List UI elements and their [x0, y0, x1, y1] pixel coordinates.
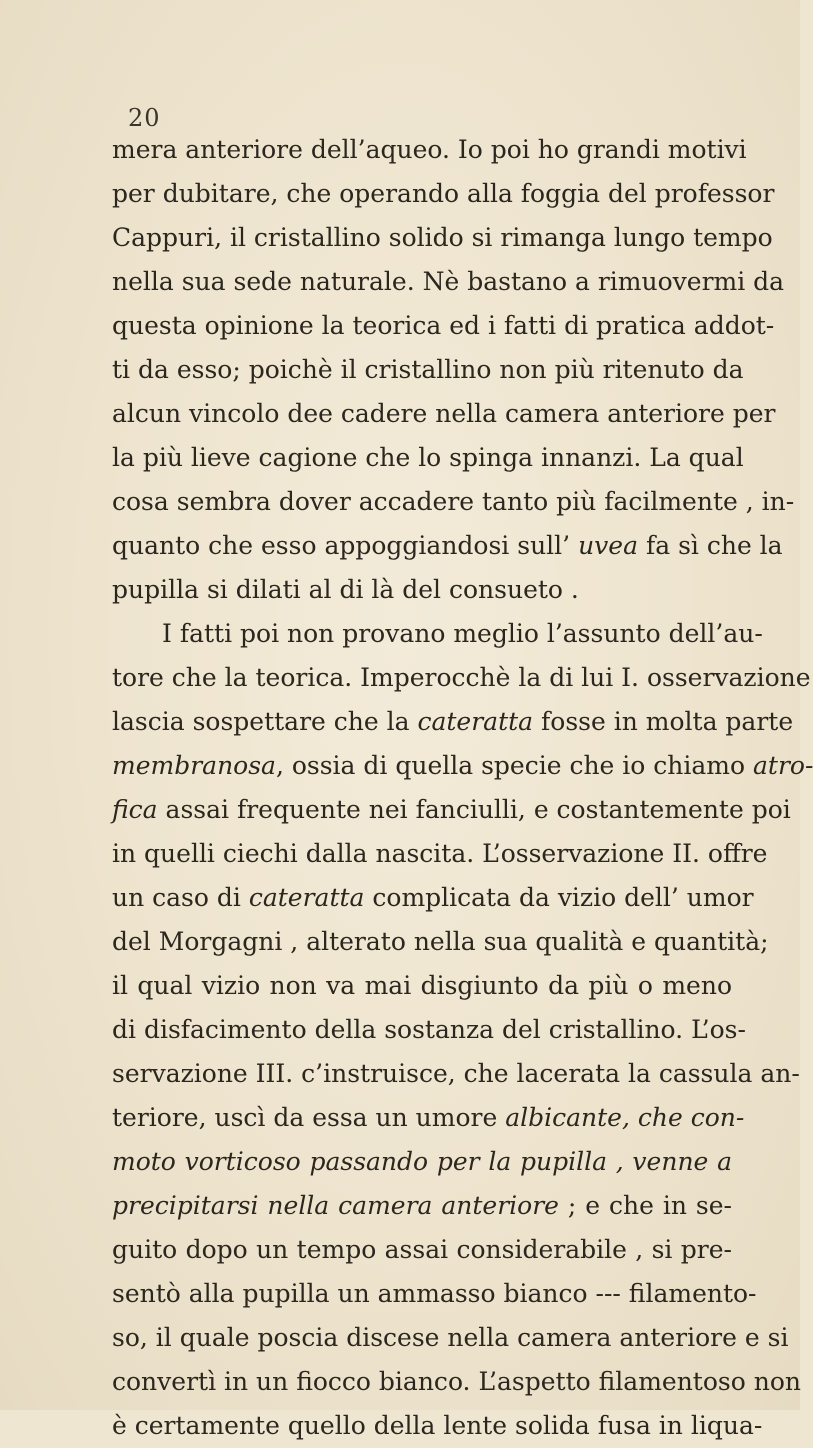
text-line — [112, 832, 768, 876]
text-span: assai frequente nei fanciulli, e costantemente poi — [157, 795, 791, 824]
text-span: servazione III. c’instruisce, che lacerata la cassula an- — [112, 1059, 800, 1088]
text-span: per dubitare, che operando alla foggia del professor — [112, 179, 775, 208]
text-span: in quelli ciechi dalla nascita. L’osservazione II. offre — [112, 839, 768, 868]
text-line — [112, 964, 732, 1008]
text-span: tore che la teorica. Imperocchè la di lui I. osservazione — [112, 663, 811, 692]
text-line — [112, 1272, 757, 1316]
text-line — [112, 524, 783, 568]
text-span: complicata da vizio dell’ umor — [364, 883, 754, 912]
text-line — [112, 348, 744, 392]
text-span: Cappuri, il cristallino solido si rimanga lungo tempo — [112, 223, 773, 252]
text-line — [112, 480, 795, 524]
text-span: guito dopo un tempo assai considerabile , si pre- — [112, 1235, 732, 1264]
text-line — [112, 128, 747, 172]
text-line — [112, 216, 773, 260]
text-line — [112, 260, 785, 304]
text-span: nella sua sede naturale. Nè bastano a rimuovermi da — [112, 267, 785, 296]
text-line — [112, 700, 794, 744]
text-line — [112, 304, 775, 348]
text-span: fa sì che la — [638, 531, 783, 560]
text-span: alcun vincolo dee cadere nella camera anteriore per — [112, 399, 776, 428]
text-line — [112, 436, 744, 480]
text-line — [112, 1052, 800, 1096]
text-line — [112, 1140, 732, 1184]
text-line — [112, 876, 754, 920]
text-line — [112, 920, 769, 964]
text-span: so, il quale poscia discese nella camera anteriore e si — [112, 1323, 789, 1352]
italic-text-span: albicante, che con- — [505, 1103, 745, 1132]
text-line — [112, 1316, 789, 1360]
text-span: ti da esso; poichè il cristallino non più ritenuto da — [112, 355, 744, 384]
italic-text-span: fica — [112, 795, 158, 824]
italic-text-span: membranosa — [112, 751, 276, 780]
text-line — [112, 1184, 732, 1228]
text-span: mera anteriore dell’aqueo. Io poi ho grandi motivi — [112, 135, 747, 164]
text-line — [112, 1404, 763, 1448]
text-line — [112, 392, 776, 436]
body-text — [112, 128, 813, 1448]
page-number: 20 — [128, 104, 161, 132]
text-line — [112, 612, 763, 656]
text-span: quanto che esso appoggiandosi sull’ — [112, 531, 579, 560]
text-span: di disfacimento della sostanza del cristallino. L’os- — [112, 1015, 746, 1044]
text-span: lascia sospettare che la — [112, 707, 418, 736]
text-span: I fatti poi non provano meglio l’assunto dell’au- — [162, 619, 763, 648]
italic-text-span: atro- — [753, 751, 813, 780]
text-span: questa opinione la teorica ed i fatti di pratica addot- — [112, 311, 775, 340]
italic-text-span: cateratta — [417, 707, 534, 736]
text-span: cosa sembra dover accadere tanto più facilmente , in- — [112, 487, 795, 516]
text-span: un caso di — [112, 883, 249, 912]
text-line — [112, 744, 813, 788]
italic-text-span: moto vorticoso passando per la pupilla , venne a — [112, 1147, 732, 1176]
text-span: la più lieve cagione che lo spinga innanzi. La qual — [112, 443, 744, 472]
text-span: del Morgagni , alterato nella sua qualità e quantità; — [112, 927, 769, 956]
text-span: pupilla si dilati al di là del consueto . — [112, 575, 579, 604]
text-span: , ossia di quella specie che io chiamo — [275, 751, 754, 780]
italic-text-span: precipitarsi nella camera anteriore — [112, 1191, 559, 1220]
text-span: il qual vizio non va mai disgiunto da più o meno — [112, 971, 732, 1000]
text-line — [112, 568, 732, 612]
text-span: fosse in molta parte — [533, 707, 794, 736]
text-line — [112, 1360, 801, 1404]
text-span: ; e che in se- — [558, 1191, 732, 1220]
text-span: convertì in un fiocco bianco. L’aspetto filamentoso non — [112, 1367, 801, 1396]
text-span: è certamente quello della lente solida fusa in liqua- — [112, 1411, 763, 1440]
italic-text-span: cateratta — [248, 883, 365, 912]
text-line — [112, 172, 775, 216]
text-line — [112, 1096, 745, 1140]
text-line — [112, 1008, 746, 1052]
text-span: sentò alla pupilla un ammasso bianco --- filamento- — [112, 1279, 757, 1308]
text-line — [112, 788, 791, 832]
text-span: teriore, uscì da essa un umore — [112, 1103, 506, 1132]
text-line — [112, 1228, 732, 1272]
italic-text-span: uvea — [578, 531, 639, 560]
text-line — [112, 656, 811, 700]
